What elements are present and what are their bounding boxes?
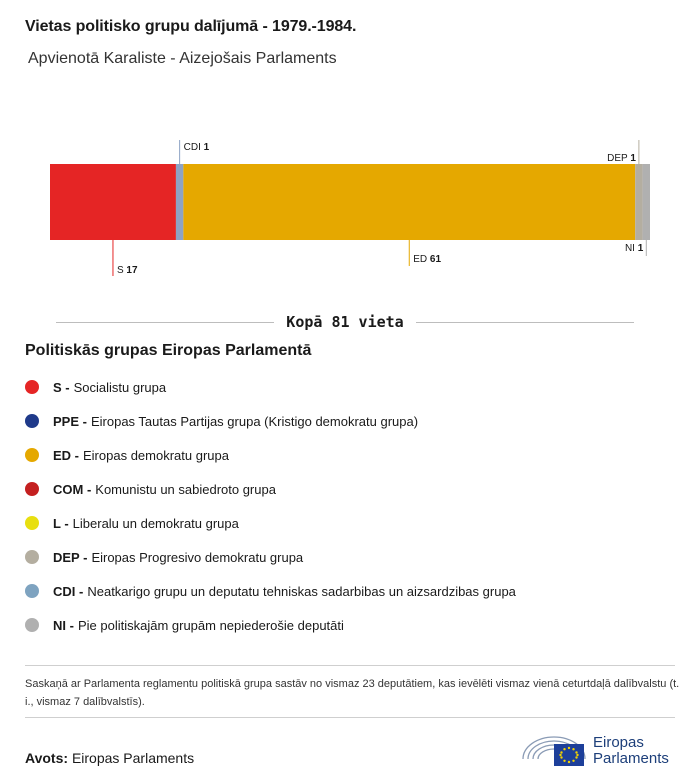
divider-bottom xyxy=(25,717,675,718)
legend-name: Eiropas Tautas Partijas grupa (Kristigo demokratu grupa) xyxy=(90,413,419,429)
legend-abbr: DEP - xyxy=(53,549,88,565)
source-label: Avots: xyxy=(25,750,69,766)
legend-name: Komunistu un sabiedroto grupa xyxy=(95,481,276,497)
european-parliament-logo-icon xyxy=(520,729,590,769)
bar-segment-ed xyxy=(183,164,635,240)
legend-item-com xyxy=(25,472,685,506)
legend-abbr: CDI - xyxy=(53,583,84,599)
footnote: Saskaņā ar Parlamenta reglamentu politiskā grupa sastāv no vismaz 23 deputātiem, kas ievēlēti vismaz vienā ceturtdaļā dalībvalstu (t. i., vismaz 7 dalībvalstīs). xyxy=(25,678,680,708)
bar-segment-dep xyxy=(635,164,642,240)
legend-item-ppe xyxy=(25,404,685,438)
legend-dot-s xyxy=(25,380,39,394)
legend-name: Liberalu un demokratu grupa xyxy=(72,515,239,531)
bar-segment-s xyxy=(50,164,176,240)
total-seats-label: Kopā 81 vieta xyxy=(274,313,415,331)
source xyxy=(25,750,194,766)
bar-segment-ni xyxy=(643,164,650,240)
data-label-cdi: CDI 1 xyxy=(183,142,210,153)
legend-dot-ppe xyxy=(25,414,39,428)
legend-dot-ed xyxy=(25,448,39,462)
chart-subtitle: Apvienotā Karaliste - Aizejošais Parlaments xyxy=(28,50,337,67)
legend-item-ed xyxy=(25,438,685,472)
legend-dot-l xyxy=(25,516,39,530)
divider-top xyxy=(25,665,675,666)
source-value: Eiropas Parlaments xyxy=(71,750,195,766)
seat-distribution-chart xyxy=(0,120,700,290)
legend-item-dep xyxy=(25,540,685,574)
legend-dot-cdi xyxy=(25,584,39,598)
logo-line-2: Parlaments xyxy=(593,750,669,767)
data-label-ed: ED 61 xyxy=(413,254,442,265)
legend-item-l xyxy=(25,506,685,540)
legend-name: Eiropas demokratu grupa xyxy=(83,447,229,463)
legend-name: Socialistu grupa xyxy=(73,379,167,395)
legend-abbr: NI - xyxy=(53,617,74,633)
legend-abbr: ED - xyxy=(53,447,79,463)
legend-name: Eiropas Progresivo demokratu grupa xyxy=(91,549,304,565)
bar-segment-cdi xyxy=(176,164,183,240)
legend-title: Politiskās grupas Eiropas Parlamentā xyxy=(25,342,312,359)
legend-abbr: PPE - xyxy=(53,413,87,429)
data-label-ni: NI 1 xyxy=(624,243,644,254)
legend-name: Pie politiskajām grupām nepiederošie deputāti xyxy=(77,617,344,633)
legend-item-cdi xyxy=(25,574,685,608)
total-seats xyxy=(56,312,634,332)
chart-title: Vietas politisko grupu dalījumā - 1979.-1984. xyxy=(25,18,357,35)
legend-abbr: L - xyxy=(53,515,69,531)
logo-line-1: Eiropas xyxy=(593,734,644,751)
legend xyxy=(25,370,685,642)
legend-item-ni xyxy=(25,608,685,642)
legend-dot-com xyxy=(25,482,39,496)
legend-name: Neatkarigo grupu un deputatu tehniskas sadarbibas un aizsardzibas grupa xyxy=(87,583,516,599)
data-label-dep: DEP 1 xyxy=(607,153,636,164)
logo-text xyxy=(593,735,669,767)
european-parliament-logo xyxy=(520,729,680,769)
legend-dot-ni xyxy=(25,618,39,632)
data-label-s: S 17 xyxy=(116,265,138,276)
legend-dot-dep xyxy=(25,550,39,564)
legend-abbr: S - xyxy=(53,379,70,395)
legend-item-s xyxy=(25,370,685,404)
legend-abbr: COM - xyxy=(53,481,92,497)
